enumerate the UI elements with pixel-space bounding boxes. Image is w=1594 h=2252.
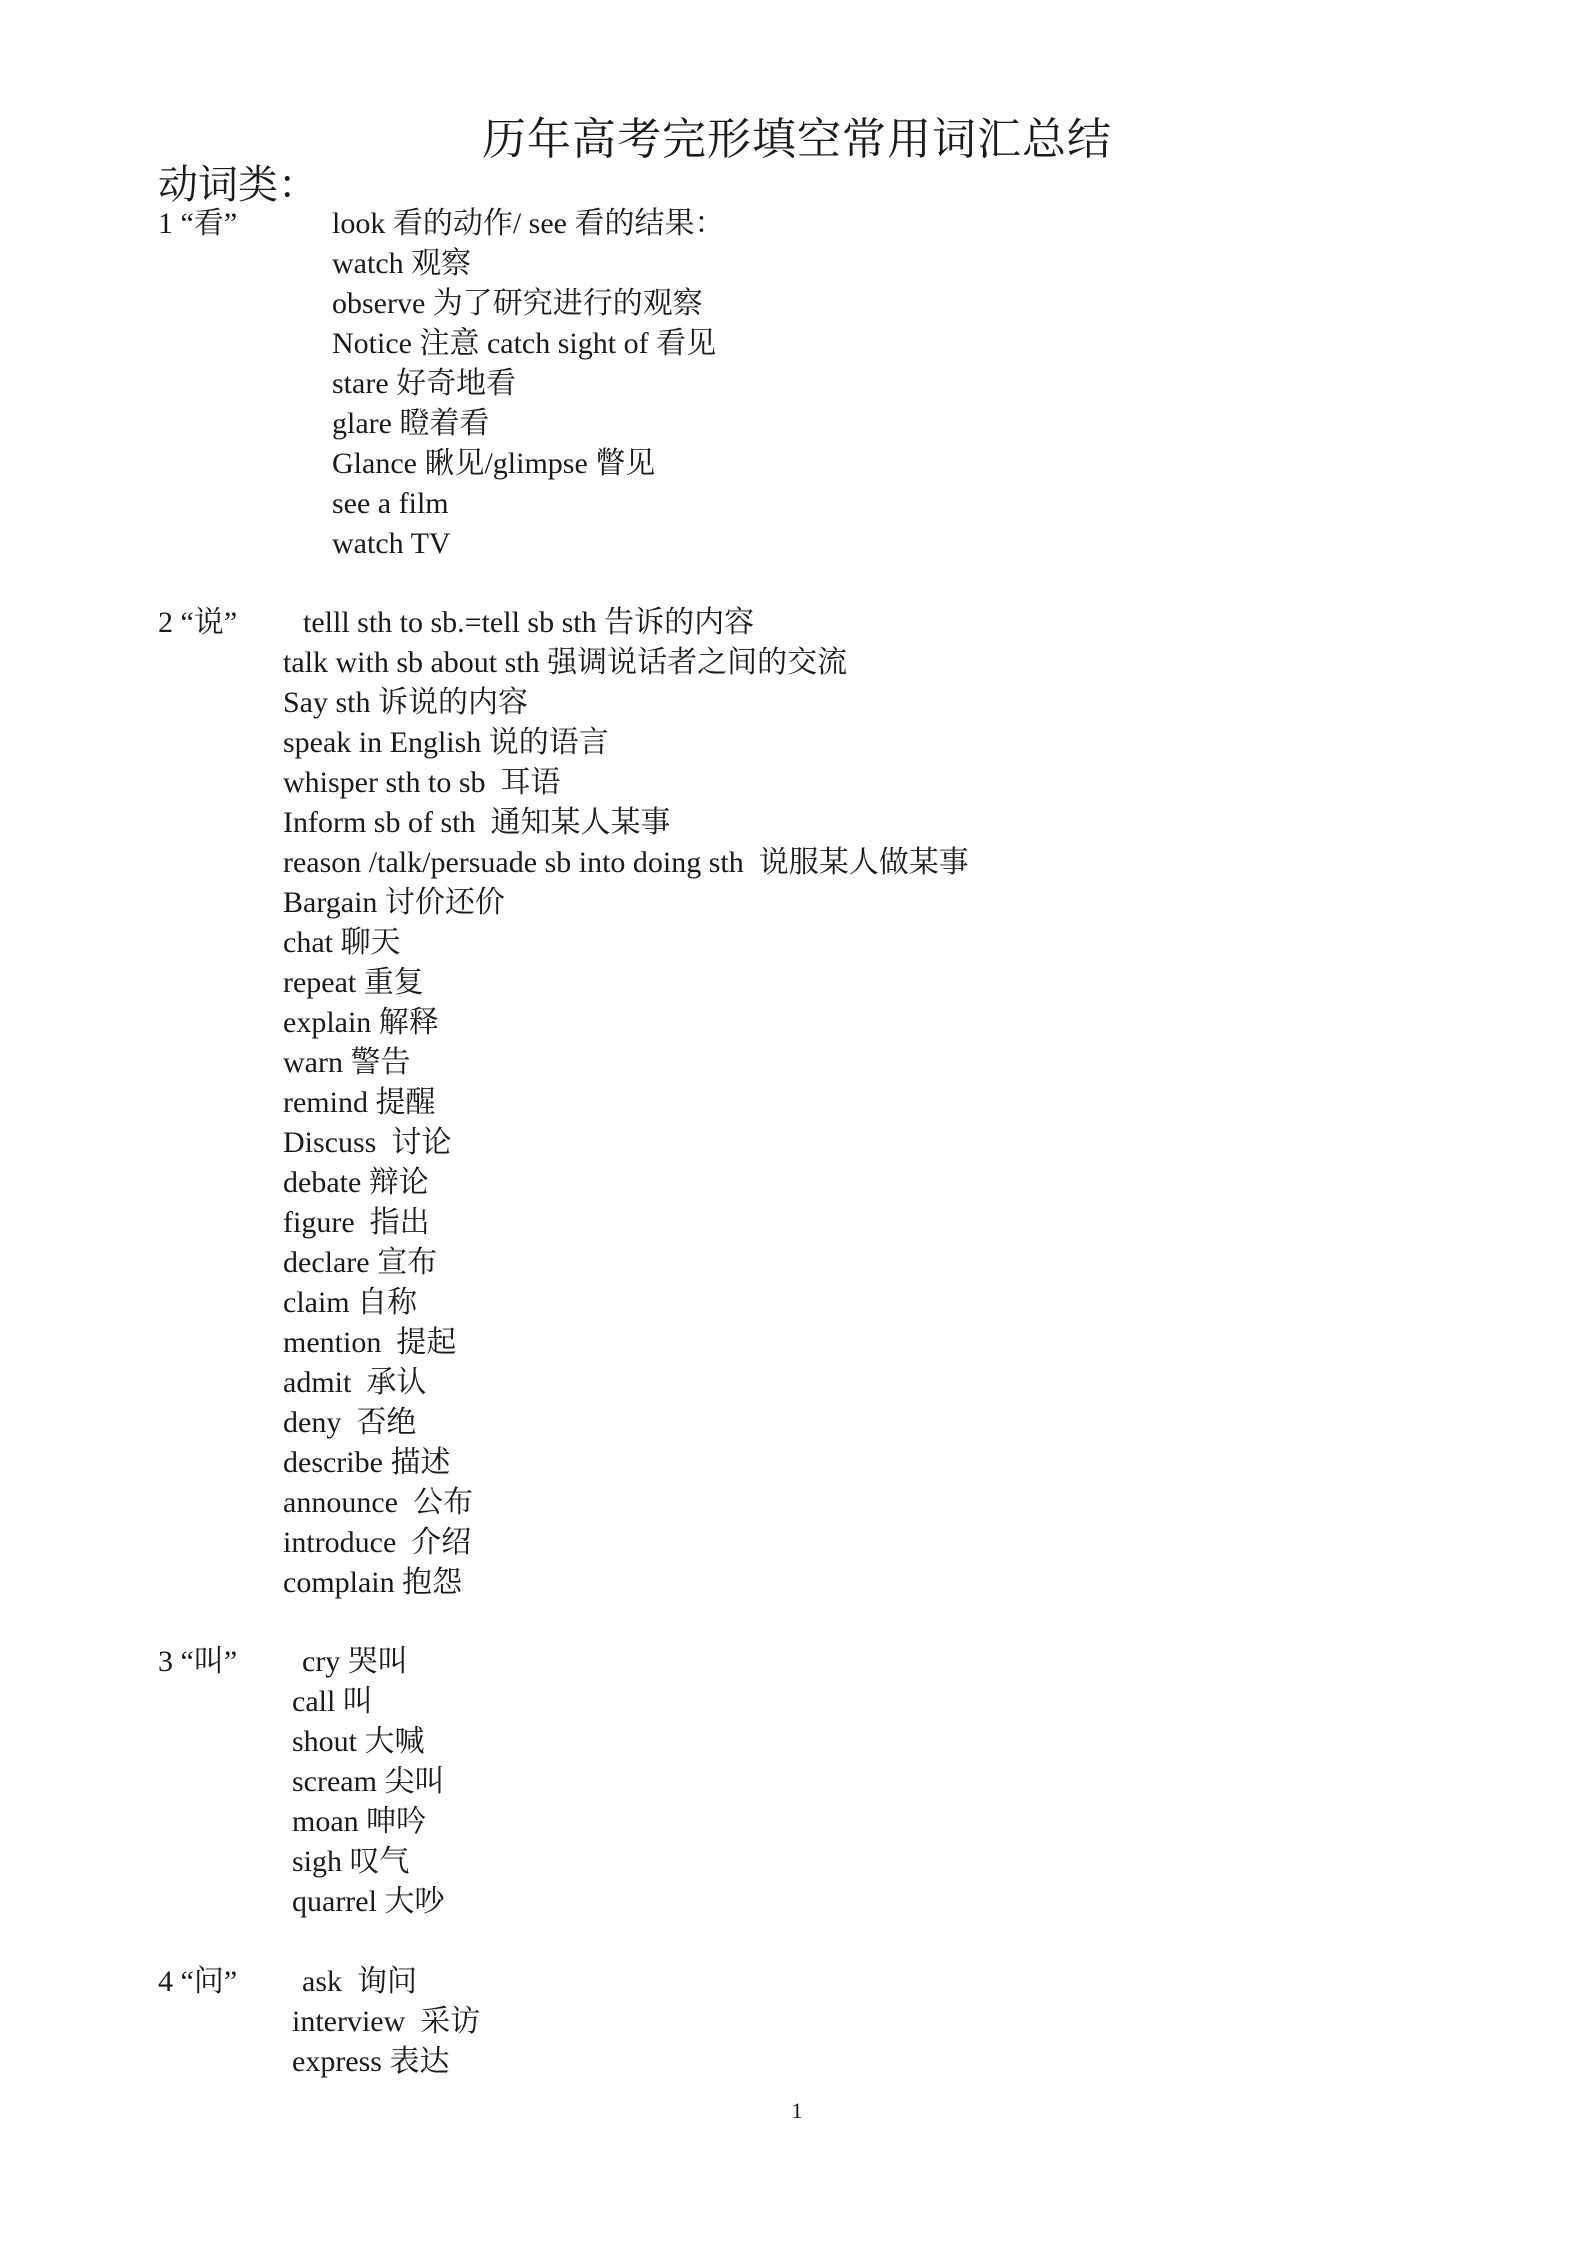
vocab-item: chat 聊天 xyxy=(283,926,401,959)
vocab-item: whisper sth to sb 耳语 xyxy=(283,766,561,799)
vocab-list xyxy=(292,1642,444,1922)
vocab-item: cry 哭叫 xyxy=(302,1645,408,1678)
section-heading: 动词类： xyxy=(158,162,318,207)
vocab-item: Inform sb of sth 通知某人某事 xyxy=(283,806,671,839)
vocab-item: repeat 重复 xyxy=(283,966,424,999)
vocab-list xyxy=(332,204,724,564)
vocab-item: Glance 瞅见/glimpse 瞥见 xyxy=(332,447,656,480)
vocab-item: mention 提起 xyxy=(283,1326,457,1359)
document-title: 历年高考完形填空常用词汇总结 xyxy=(482,115,1112,164)
vocab-item: Discuss 讨论 xyxy=(283,1126,452,1159)
vocab-item: stare 好奇地看 xyxy=(332,367,517,400)
vocab-item: declare 宣布 xyxy=(283,1246,438,1279)
page-number: 1 xyxy=(791,2098,803,2123)
vocab-item: debate 辩论 xyxy=(283,1166,429,1199)
vocab-item: reason /talk/persuade sb into doing sth 说服某人做某事 xyxy=(283,846,969,879)
vocab-list xyxy=(292,1962,480,2082)
vocab-item: warn 警告 xyxy=(283,1046,411,1079)
vocab-item: complain 抱怨 xyxy=(283,1566,463,1599)
vocab-item: interview 采访 xyxy=(292,2005,481,2038)
vocab-item: Notice 注意 catch sight of 看见 xyxy=(332,327,717,360)
group-label: 4 “问” xyxy=(158,1965,238,1998)
vocab-item: see a film xyxy=(332,487,449,520)
vocab-item: explain 解释 xyxy=(283,1006,439,1039)
vocab-item: look 看的动作/ see 看的结果： xyxy=(332,207,725,240)
vocab-item: shout 大喊 xyxy=(292,1725,425,1758)
vocab-item: watch 观察 xyxy=(332,247,472,280)
vocab-item: quarrel 大吵 xyxy=(292,1885,445,1918)
vocab-item: watch TV xyxy=(332,527,451,560)
vocab-item: observe 为了研究进行的观察 xyxy=(332,287,703,320)
vocab-item: announce 公布 xyxy=(283,1486,473,1519)
vocab-item: Bargain 讨价还价 xyxy=(283,886,505,919)
vocab-item: glare 瞪着看 xyxy=(332,407,490,440)
vocab-item: telll sth to sb.=tell sb sth 告诉的内容 xyxy=(303,606,755,639)
vocab-item: Say sth 诉说的内容 xyxy=(283,686,529,719)
vocab-item: admit 承认 xyxy=(283,1366,427,1399)
vocab-item: introduce 介绍 xyxy=(283,1526,472,1559)
vocab-item: express 表达 xyxy=(292,2045,450,2078)
vocab-item: deny 否绝 xyxy=(283,1406,417,1439)
group-label: 3 “叫” xyxy=(158,1645,238,1678)
vocab-item: sigh 叹气 xyxy=(292,1845,410,1878)
group-label: 2 “说” xyxy=(158,606,238,639)
vocab-item: scream 尖叫 xyxy=(292,1765,445,1798)
vocab-item: speak in English 说的语言 xyxy=(283,726,609,759)
vocab-list xyxy=(283,603,969,1603)
vocab-item: ask 询问 xyxy=(302,1965,417,1998)
vocab-item: claim 自称 xyxy=(283,1286,418,1319)
vocab-item: remind 提醒 xyxy=(283,1086,436,1119)
vocab-item: figure 指出 xyxy=(283,1206,430,1239)
vocab-item: describe 描述 xyxy=(283,1446,451,1479)
vocab-item: moan 呻吟 xyxy=(292,1805,427,1838)
group-label: 1 “看” xyxy=(158,207,238,240)
vocab-item: talk with sb about sth 强调说话者之间的交流 xyxy=(283,646,848,679)
vocab-item: call 叫 xyxy=(292,1685,373,1718)
